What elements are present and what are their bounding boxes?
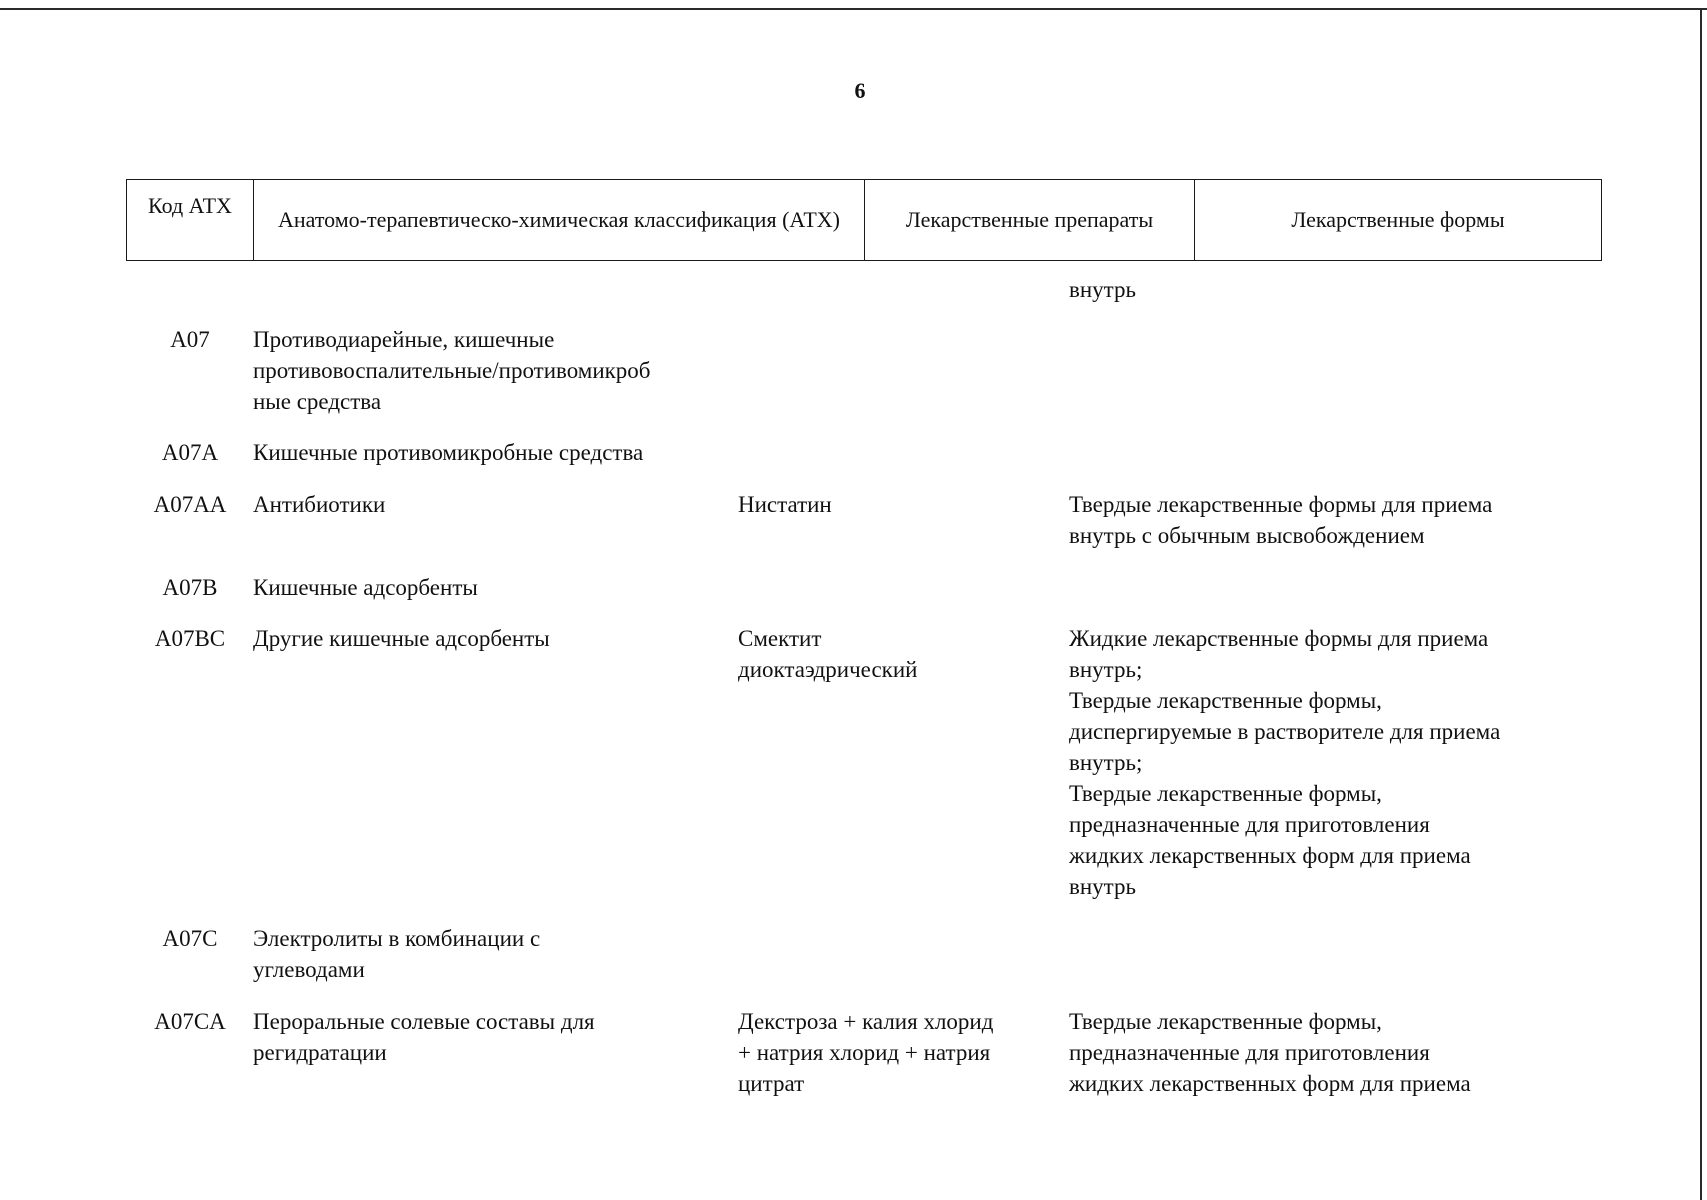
- header-code: Код АТХ: [148, 193, 232, 218]
- row-classification: Пероральные солевые составы для регидратации: [253, 1009, 595, 1065]
- table-header: [126, 179, 1602, 261]
- row-forms: Твердые лекарственные формы, предназначенные для приготовления жидких лекарственных форм для приема: [1069, 1009, 1471, 1096]
- row-forms: Твердые лекарственные формы для приема внутрь с обычным высвобождением: [1069, 492, 1493, 548]
- row-code: A07: [170, 327, 210, 352]
- row-classification: Кишечные противомикробные средства: [253, 440, 644, 465]
- row-classification: Кишечные адсорбенты: [253, 575, 478, 600]
- row-code: A07AA: [153, 492, 227, 517]
- row-code: A07A: [161, 440, 219, 465]
- page-edge-right: [1700, 8, 1702, 1200]
- row-code: A07CA: [154, 1009, 226, 1034]
- header-classification: Анатомо-терапевтическо-химическая классификация (АТХ): [253, 180, 864, 260]
- row-code: A07BC: [154, 626, 226, 651]
- header-forms: Лекарственные формы: [1194, 180, 1601, 260]
- continuation-text: внутрь: [1069, 277, 1136, 302]
- row-code: A07B: [162, 575, 218, 600]
- row-classification: Электролиты в комбинации с углеводами: [253, 926, 541, 982]
- row-drug: Декстроза + калия хлорид + натрия хлорид + натрия цитрат: [738, 1009, 994, 1096]
- page-edge-top: [0, 8, 1707, 10]
- header-drugs: Лекарственные препараты: [864, 180, 1194, 260]
- row-classification: Антибиотики: [253, 492, 386, 517]
- row-drug: Нистатин: [738, 492, 832, 517]
- row-forms: Жидкие лекарственные формы для приема внутрь; Твердые лекарственные формы, диспергируемые в растворителе для приема внутрь; Твердые лекарственные формы, предназначенные для приготовления жидких лекарственных форм для приема внутрь: [1069, 626, 1501, 899]
- row-code: A07C: [162, 926, 218, 951]
- row-classification: Противодиарейные, кишечные противовоспалительные/противомикроб ные средства: [253, 327, 651, 414]
- row-classification: Другие кишечные адсорбенты: [253, 626, 550, 651]
- row-drug: Смектит диоктаэдрический: [738, 626, 918, 682]
- page-number: 6: [854, 78, 866, 103]
